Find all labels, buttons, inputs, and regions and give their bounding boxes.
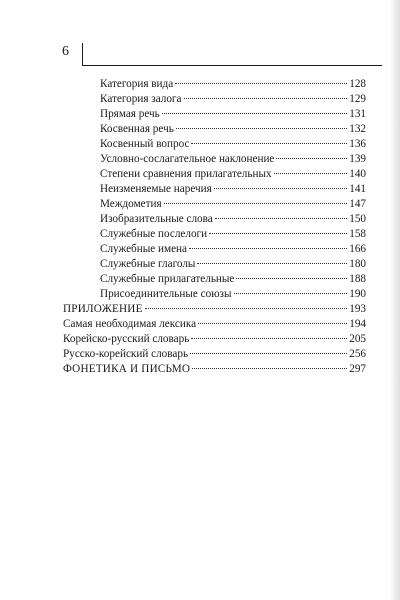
- toc-entry: [63, 332, 366, 347]
- dot-leader: [198, 323, 347, 324]
- toc-entry-title: Косвенная речь: [100, 123, 174, 135]
- toc-entry-title: Прямая речь: [100, 108, 160, 120]
- dot-leader: [145, 308, 348, 309]
- toc-entry-page: 166: [349, 243, 366, 255]
- dot-leader: [176, 128, 347, 129]
- toc-entry-title: Междометия: [100, 198, 162, 210]
- toc-entry-title: ФОНЕТИКА И ПИСЬМО: [63, 363, 191, 375]
- toc-entry-title: Изобразительные слова: [100, 213, 213, 225]
- toc-entry-page: 190: [349, 288, 366, 300]
- dot-leader: [175, 83, 347, 84]
- toc-entry: [100, 242, 366, 257]
- toc-entry: [100, 272, 366, 287]
- toc-entry-title: Присоединительные союзы: [100, 288, 232, 300]
- toc-entry: [100, 92, 366, 107]
- page-number: 6: [62, 44, 69, 59]
- toc-entry: [100, 107, 366, 122]
- toc-entry-page: 193: [349, 303, 366, 315]
- toc-entry-page: 180: [349, 258, 366, 270]
- toc-entry-page: 136: [349, 138, 366, 150]
- toc-entry: [100, 257, 366, 272]
- dot-leader: [236, 278, 347, 279]
- toc-entry-page: 128: [349, 78, 366, 90]
- dot-leader: [197, 263, 347, 264]
- toc-entry-title: Категория вида: [100, 78, 174, 90]
- toc-entry: [100, 137, 366, 152]
- toc-entry-title: Служебные глаголы: [100, 258, 196, 270]
- toc-entry-title: Условно-сослагательное наклонение: [100, 153, 275, 165]
- toc-entry: [100, 182, 366, 197]
- toc-entry-page: 129: [349, 93, 366, 105]
- toc-entry-title: Служебные имена: [100, 243, 187, 255]
- toc-entry-title: Косвенный вопрос: [100, 138, 190, 150]
- toc-entry-title: Русско-корейский словарь: [63, 348, 189, 360]
- toc-section-entry: [63, 302, 366, 317]
- toc-section-entry: [63, 362, 366, 377]
- header-vertical-rule: [82, 43, 83, 65]
- toc-entry-title: Степени сравнения прилагательных: [100, 168, 272, 180]
- toc-entry: [100, 227, 366, 242]
- toc-entry-page: 132: [349, 123, 366, 135]
- toc-entry-page: 147: [349, 198, 366, 210]
- toc-entry-title: Служебные послелоги: [100, 228, 208, 240]
- dot-leader: [234, 293, 348, 294]
- toc-entry: [100, 152, 366, 167]
- toc-entry-title: Самая необходимая лексика: [63, 318, 197, 330]
- dot-leader: [190, 353, 347, 354]
- toc-entry-page: 141: [349, 183, 366, 195]
- dot-leader: [162, 113, 347, 114]
- toc-entry-title: Корейско-русский словарь: [63, 333, 190, 345]
- dot-leader: [164, 203, 348, 204]
- dot-leader: [215, 218, 347, 219]
- dot-leader: [192, 368, 347, 369]
- running-header: [62, 43, 362, 67]
- toc-entry-title: Служебные прилагательные: [100, 273, 235, 285]
- toc-entry: [100, 212, 366, 227]
- toc-entry: [63, 347, 366, 362]
- toc-entry-page: 139: [349, 153, 366, 165]
- dot-leader: [214, 188, 347, 189]
- dot-leader: [191, 143, 347, 144]
- toc-entry-page: 188: [349, 273, 366, 285]
- toc-entry: [100, 77, 366, 92]
- dot-leader: [209, 233, 347, 234]
- dot-leader: [191, 338, 347, 339]
- toc-entry: [63, 317, 366, 332]
- toc-entry-title: ПРИЛОЖЕНИЕ: [63, 303, 143, 315]
- toc-entry-page: 256: [349, 348, 366, 360]
- dot-leader: [184, 98, 348, 99]
- toc-entry-title: Категория залога: [100, 93, 182, 105]
- toc-entry-page: 140: [349, 168, 366, 180]
- toc-entry: [100, 287, 366, 302]
- toc-entry-page: 150: [349, 213, 366, 225]
- dot-leader: [276, 158, 347, 159]
- toc-entry: [100, 167, 366, 182]
- toc-entry: [100, 197, 366, 212]
- page-edge-shadow: [390, 0, 400, 600]
- toc-entry-page: 131: [349, 108, 366, 120]
- toc-entry-page: 297: [349, 363, 366, 375]
- dot-leader: [274, 173, 348, 174]
- header-horizontal-rule: [82, 65, 382, 66]
- toc-entry: [100, 122, 366, 137]
- toc-entry-page: 158: [349, 228, 366, 240]
- toc-entry-page: 205: [349, 333, 366, 345]
- toc-entry-title: Неизменяемые наречия: [100, 183, 212, 195]
- toc-entry-page: 194: [349, 318, 366, 330]
- dot-leader: [189, 248, 347, 249]
